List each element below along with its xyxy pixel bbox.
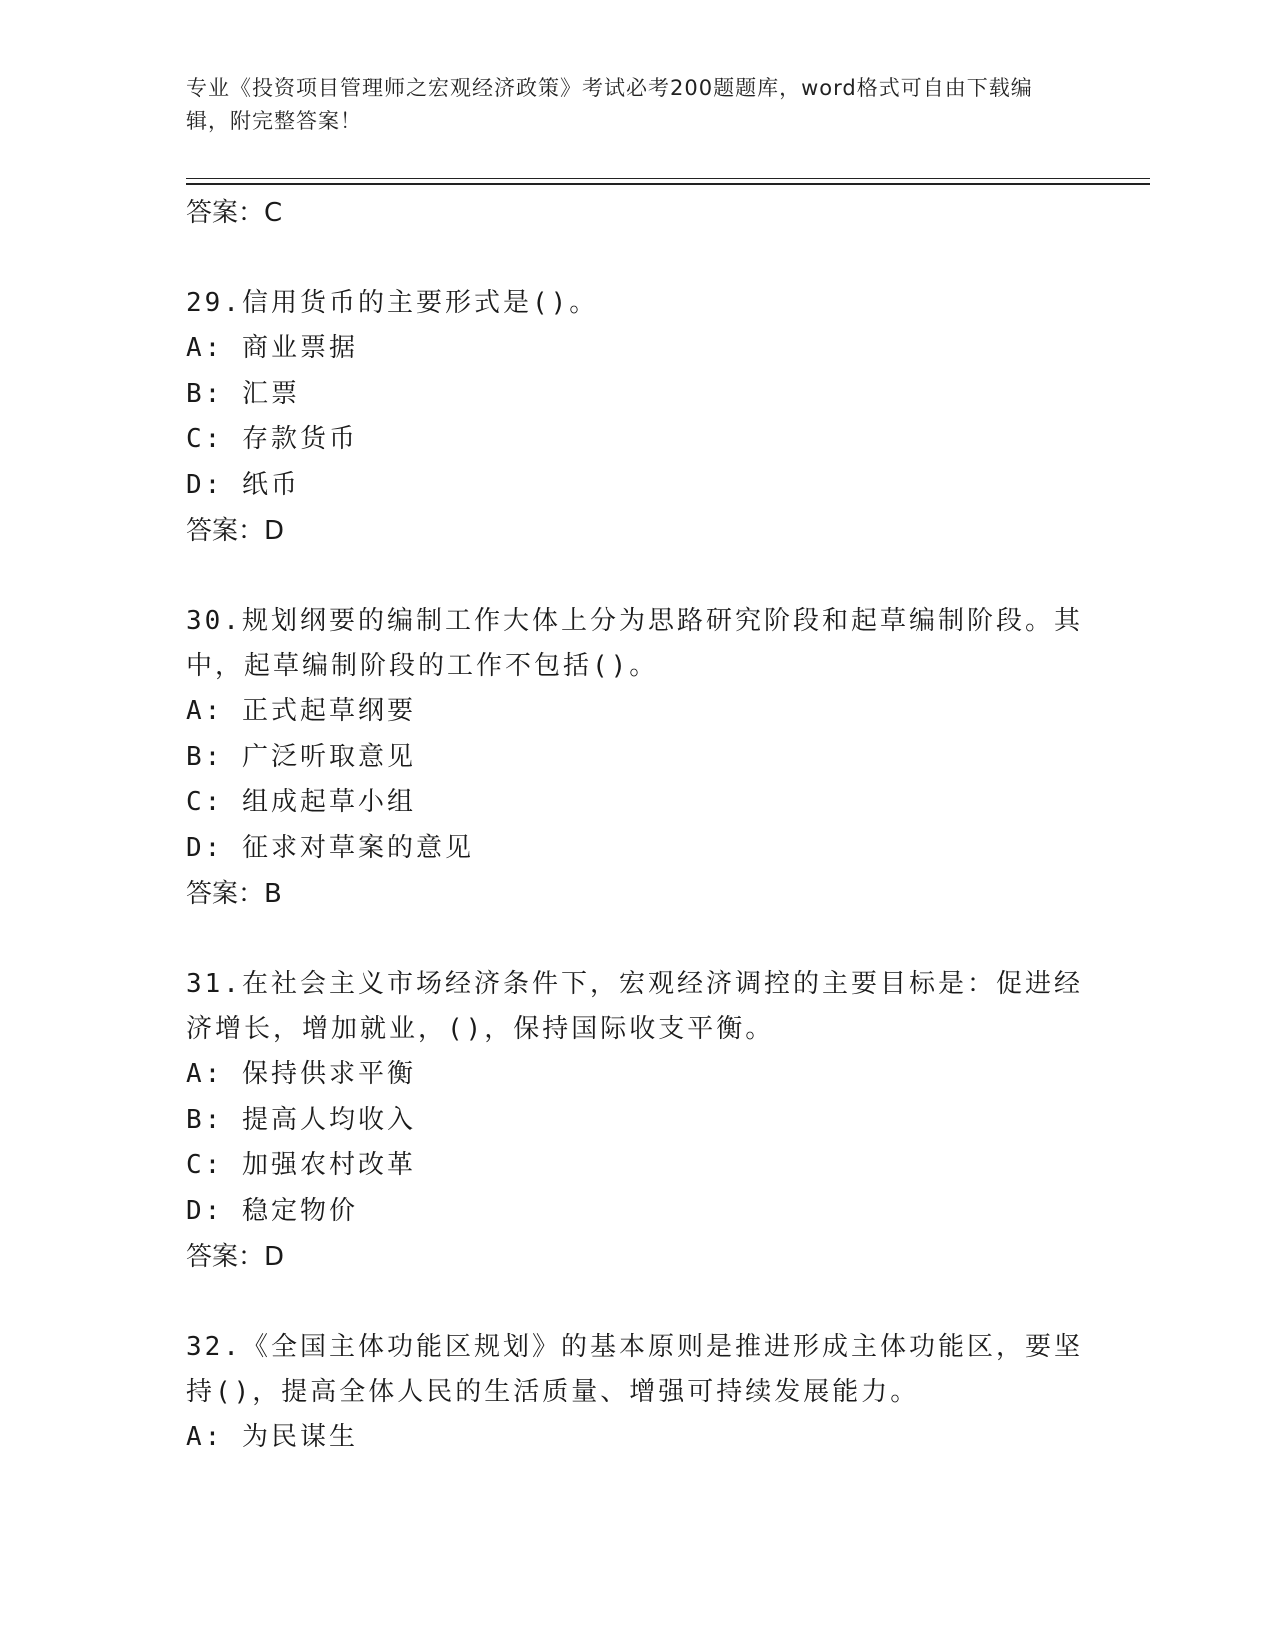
- question-text: 29.信用货币的主要形式是()。: [186, 288, 599, 318]
- option-a: A: 保持供求平衡: [186, 1059, 416, 1089]
- answer-line: 答案：C: [186, 198, 283, 228]
- spacer: [186, 917, 1086, 962]
- answer-line: 答案：B: [186, 879, 282, 909]
- option-d: D: 纸币: [186, 469, 300, 500]
- question-list: [186, 190, 1086, 1461]
- question-text: 32.《全国主体功能区规划》的基本原则是推进形成主体功能区，要坚持()，提高全体人民的生活质量、增强可持续发展能力。: [186, 1332, 1083, 1407]
- option-a: A: 为民谋生: [186, 1422, 358, 1452]
- option-c: C: 存款货币: [186, 424, 358, 454]
- option-c: C: 加强农村改革: [186, 1150, 416, 1180]
- spacer: [186, 236, 1086, 281]
- header-rule-thick: [186, 183, 1150, 185]
- question-block: [186, 599, 1086, 917]
- spacer: [186, 1280, 1086, 1325]
- option-a: A: 商业票据: [186, 333, 358, 363]
- option-b: B: 广泛听取意见: [186, 741, 416, 772]
- option-d: D: 征求对草案的意见: [186, 832, 474, 863]
- option-b: B: 汇票: [186, 378, 300, 409]
- header-rule-thin: [186, 178, 1150, 179]
- answer-line: 答案：D: [186, 1242, 285, 1272]
- question-text: 31.在社会主义市场经济条件下，宏观经济调控的主要目标是：促进经济增长，增加就业，()，保持国际收支平衡。: [186, 969, 1083, 1044]
- spacer: [186, 554, 1086, 599]
- option-c: C: 组成起草小组: [186, 787, 416, 817]
- question-block: [186, 281, 1086, 554]
- option-d: D: 稳定物价: [186, 1195, 358, 1226]
- option-b: B: 提高人均收入: [186, 1104, 416, 1135]
- answer-line: 答案：D: [186, 516, 285, 546]
- option-a: A: 正式起草纲要: [186, 696, 416, 726]
- question-text: 30.规划纲要的编制工作大体上分为思路研究阶段和起草编制阶段。其中，起草编制阶段的工作不包括()。: [186, 606, 1083, 681]
- question-block: [186, 1325, 1086, 1461]
- document-header: 专业《投资项目管理师之宏观经济政策》考试必考200题题库，word格式可自由下载编辑，附完整答案！: [186, 76, 1033, 133]
- question-block: [186, 962, 1086, 1280]
